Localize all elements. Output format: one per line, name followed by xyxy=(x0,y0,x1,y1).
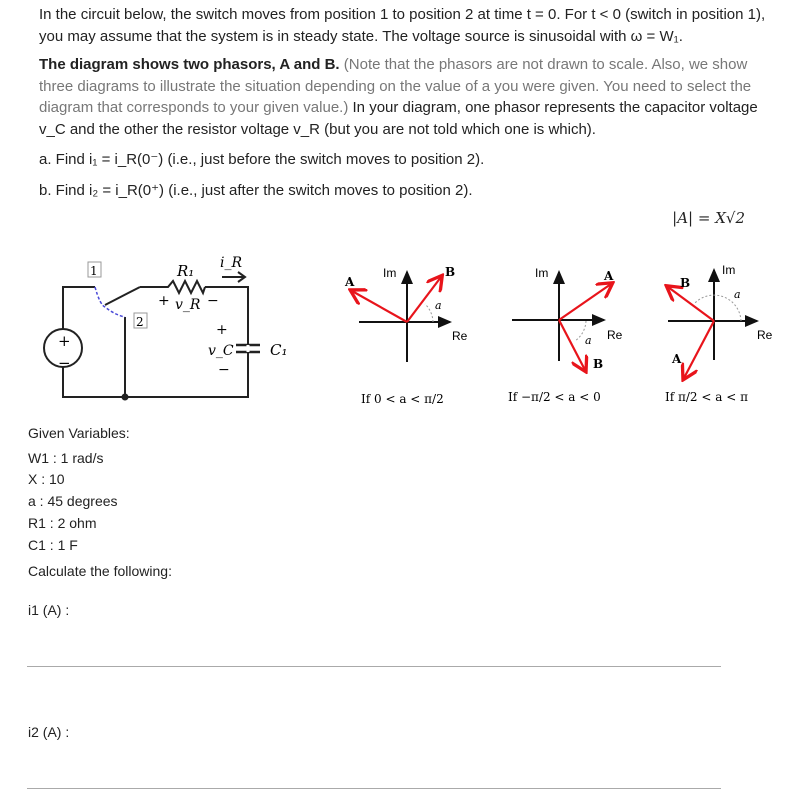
capacitor-label: C₁ xyxy=(270,341,288,359)
problem-intro: In the circuit below, the switch moves from position 1 to position 2 at time t = 0. For t < 0 (switch in position 1), you may assume that the system is in steady state. The voltage source is sinusoidal with ω = W₁. xyxy=(39,6,766,45)
calculate-title: Calculate the following: xyxy=(28,563,172,579)
source-minus: − xyxy=(58,354,71,372)
im-label: Im xyxy=(722,263,736,277)
magnitude-A: |A| = X√2 xyxy=(672,209,745,227)
angle-label: a xyxy=(435,299,442,312)
vr-label: v_R xyxy=(175,297,201,313)
vc-minus: − xyxy=(218,362,230,378)
given-var: W1 : 1 rad/s xyxy=(28,450,104,466)
part-b: b. Find i₂ = i_R(0⁺) (i.e., just after the switch moves to position 2). xyxy=(39,181,473,199)
im-label: Im xyxy=(535,266,549,280)
phasor-diagram-1 xyxy=(344,265,468,406)
given-title: Given Variables: xyxy=(28,425,130,441)
vc-plus: + xyxy=(216,322,228,338)
given-var: R1 : 2 ohm xyxy=(28,515,97,531)
part-a: a. Find i₁ = i_R(0⁻) (i.e., just before the switch moves to position 2). xyxy=(39,151,485,168)
phasor-B-label: B xyxy=(593,357,604,371)
position-2-label: 2 xyxy=(136,315,144,329)
caption: If π/2 < a < π xyxy=(665,390,748,404)
phasor-B-label: B xyxy=(680,276,691,290)
caption: If −π/2 < a < 0 xyxy=(508,390,601,404)
re-label: Re xyxy=(757,328,773,342)
angle-label: a xyxy=(585,334,592,347)
answer-i2-label: i2 (A) : xyxy=(28,724,70,740)
vr-plus: + xyxy=(158,293,170,309)
angle-label: a xyxy=(734,288,741,301)
phasor-A-label: A xyxy=(345,275,355,289)
phasor-diagram-3 xyxy=(665,263,773,404)
source-plus: + xyxy=(58,332,71,350)
answer-i1-input[interactable] xyxy=(27,642,721,667)
phasor-A-label: A xyxy=(604,269,614,283)
note: (Note that the phasors are not drawn to scale. Also, we show three diagrams to illustrate the situation depending on the value of a you were given. You need to select the diagram that corresponds to your given value.) xyxy=(39,56,752,116)
vr-minus: − xyxy=(207,293,219,309)
resistor-label: R₁ xyxy=(177,262,195,280)
re-label: Re xyxy=(452,329,468,343)
given-var: C1 : 1 F xyxy=(28,537,78,553)
re-label: Re xyxy=(607,328,623,342)
position-1-label: 1 xyxy=(90,264,98,278)
answer-i2-input[interactable] xyxy=(27,764,721,789)
phasor-B-label: B xyxy=(445,265,456,279)
caption: If 0 < a < π/2 xyxy=(361,392,444,406)
current-label: i_R xyxy=(220,255,243,271)
given-var: X : 10 xyxy=(28,471,65,487)
vc-label: v_C xyxy=(208,343,234,359)
phasor-intro: The diagram shows two phasors, A and B. xyxy=(39,56,340,73)
phasor-assignment: In your diagram, one phasor represents the capacitor voltage v_C and the other the resistor voltage v_R (but you are not told which one is which). xyxy=(39,99,758,138)
im-label: Im xyxy=(383,266,397,280)
phasor-diagram-2 xyxy=(508,266,623,404)
answer-i1-label: i1 (A) : xyxy=(28,602,70,618)
given-var: a : 45 degrees xyxy=(28,493,118,509)
phasor-A-label: A xyxy=(672,352,682,366)
